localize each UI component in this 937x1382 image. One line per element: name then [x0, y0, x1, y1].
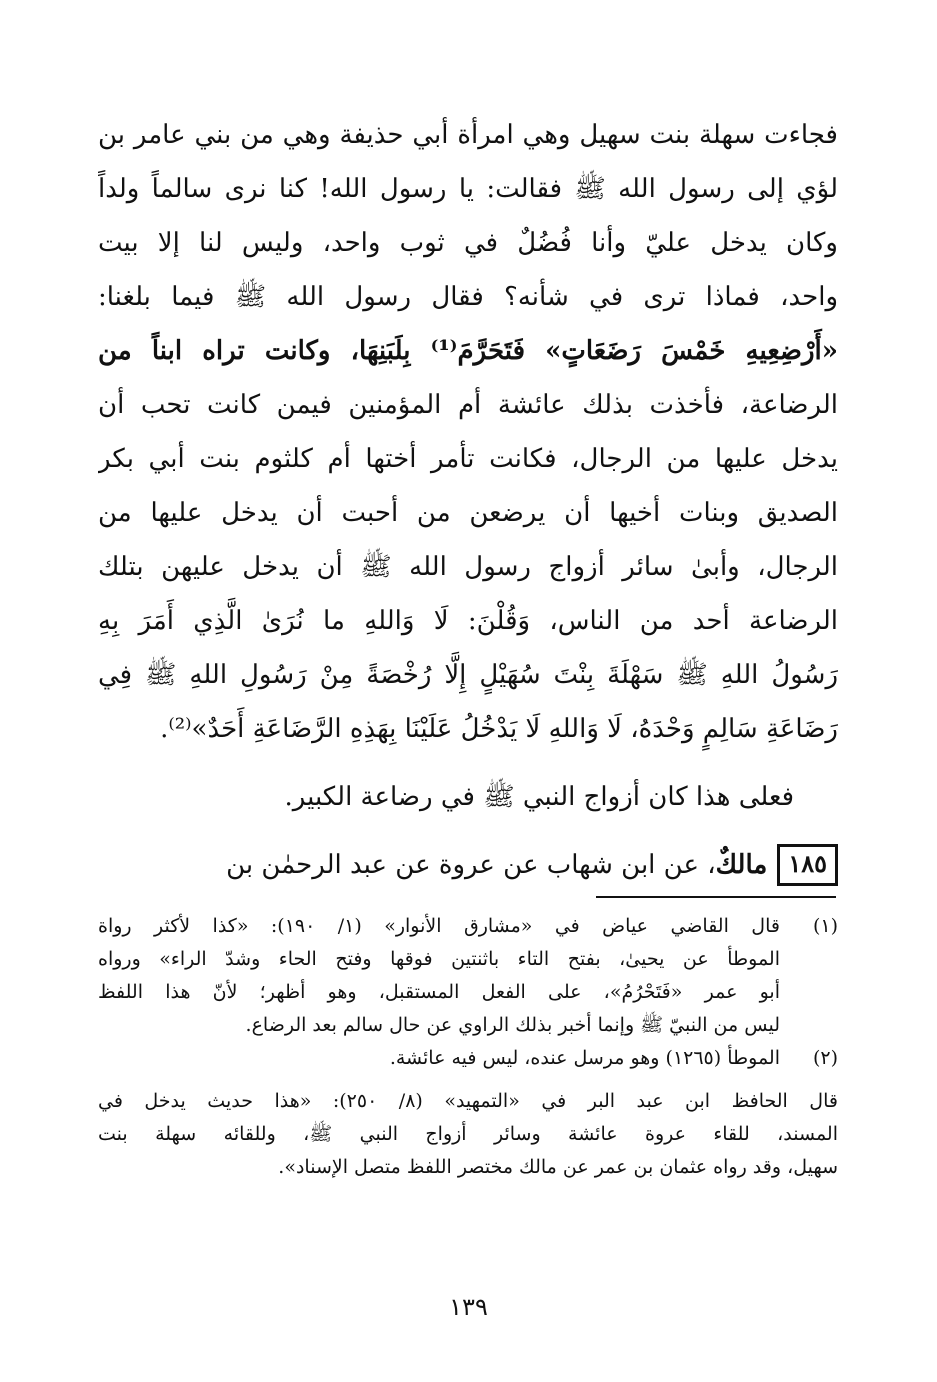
main-text [98, 108, 838, 892]
footnote-2-marker: (٢) [812, 1047, 838, 1069]
footnote-1-marker: (١) [812, 915, 838, 937]
hadith-number-box: ١٨٥ [777, 844, 838, 886]
text-line: رَضَاعَةِ سَالِمٍ وَحْدَهُ، لَا وَاللهِ لَا يَدْخُلُ عَلَيْنَا بِهَذِهِ الرَّضَاعَةِ أَحَدٌ»⁽²⁾. [160, 714, 838, 744]
text-line: الرجال، وأبىٰ سائر أزواج رسول الله ﷺ أن يدخل عليهن بتلك [98, 552, 838, 582]
text-line: واحد، فماذا ترى في شأنه؟ فقال رسول الله ﷺ فيما بلغنا: [98, 282, 838, 312]
hadith-chain: ، عن ابن شهاب عن عروة عن عبد الرحمٰن بن [226, 850, 716, 880]
text-line: يدخل عليها من الرجال، فكانت تأمر أختها أم كلثوم بنت أبي بكر [98, 444, 838, 474]
text-line: الصديق وبنات أخيها أن يرضعن من أحبت أن يدخل عليها من [98, 498, 838, 528]
footnote-2-line: سهيل، وقد رواه عثمان بن عمر عن مالك مختصر اللفظ متصل الإسناد». [278, 1156, 838, 1178]
conclusion-line: فعلى هذا كان أزواج النبي ﷺ في رضاعة الكبير. [284, 782, 794, 812]
footnote-2-line [98, 1042, 838, 1075]
footnote-2-line: المسند، للقاء عروة عائشة وسائر أزواج النبي ﷺ، وللقائه سهلة بنت [98, 1123, 838, 1145]
footnote-2-line: قال الحافظ ابن عبد البر في «التمهيد» (٨/ ٢٥٠): «هذا حديث يدخل في [98, 1090, 838, 1112]
text-line: «أَرْضِعِيهِ خَمْسَ رَضَعَاتٍ» فَتَحَرَّمَ⁽¹⁾ بِلَبَنِهَا، وكانت تراه ابناً من [98, 336, 838, 366]
footnote-1-line: ليس من النبيّ ﷺ وإنما أخبر بذلك الراوي عن حال سالم بعد الرضاع. [245, 1014, 780, 1036]
text-line: فجاءت سهلة بنت سهيل وهي امرأة أبي حذيفة وهي من بني عامر بن [98, 120, 838, 150]
footnotes [98, 910, 838, 1184]
hadith-intro [226, 838, 767, 892]
footnote-1-line: أبو عمر «فَتَحْرُمُ»، على الفعل المستقبل، وهو أظهر؛ لأنّ هذا اللفظ [98, 981, 780, 1003]
footnote-1-line [98, 910, 838, 943]
text-line: وكان يدخل عليّ وأنا فُضُلٌ في ثوب واحد، وليس لنا إلا بيت [98, 228, 838, 258]
text-line: لؤي إلى رسول الله ﷺ فقالت: يا رسول الله! كنا نرى سالماً ولداً [98, 174, 838, 204]
page-number: ١٣٩ [449, 1293, 488, 1321]
text-line: الرضاعة، فأخذت بذلك عائشة أم المؤمنين فيمن كانت تحب أن [98, 390, 838, 420]
footnote-divider [596, 896, 836, 898]
text-line: الرضاعة أحد من الناس، وَقُلْنَ: لَا وَاللهِ ما نُرَىٰ الَّذِي أَمَرَ بِهِ [98, 606, 838, 636]
hadith-heading [98, 838, 838, 892]
footnote-1-line: الموطأ عن يحيىٰ، بفتح التاء باثنتين فوقها وفتح الحاء وشدّ الراء» ورواه [98, 948, 780, 970]
footnote-1-text: قال القاضي عياض في «مشارق الأنوار» (١/ ١٩٠): «كذا لأكثر رواة [98, 915, 780, 937]
narrator-name: مالكٌ [715, 850, 768, 880]
text-line: رَسُولُ اللهِ ﷺ سَهْلَةَ بِنْتَ سُهَيْلٍ إِلَّا رُخْصَةً مِنْ رَسُولِ اللهِ ﷺ فِي [98, 660, 838, 690]
footnote-2-text: الموطأ (١٢٦٥) وهو مرسل عنده، ليس فيه عائشة. [389, 1047, 780, 1069]
